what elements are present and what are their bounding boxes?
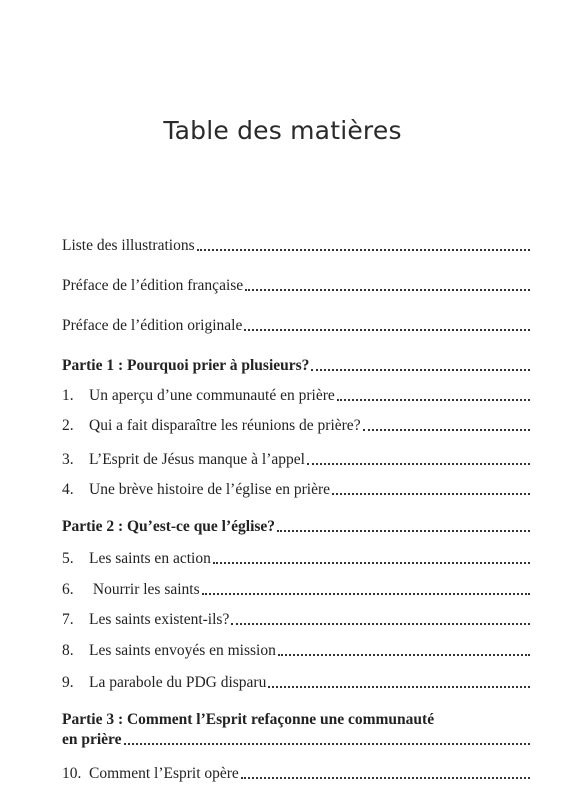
dot-leader [213,562,530,564]
toc-chapter-1[interactable] [62,386,530,406]
chapter-number: 2. [62,417,74,434]
toc-part-3[interactable] [62,710,530,750]
chapter-number: 7. [62,611,74,628]
chapter-number: 3. [62,451,74,468]
dot-leader [307,463,530,465]
chapter-number: 8. [62,642,74,659]
dot-leader [337,399,530,401]
dot-leader [231,623,530,625]
dot-leader [278,654,530,656]
toc-entry-text: Les saints envoyés en mission [89,642,276,659]
dot-leader [197,249,530,251]
chapter-number: 6. [62,581,74,598]
toc-entry-text: en prière [62,731,122,748]
toc-entry-text: Préface de l’édition française [62,277,244,294]
toc-chapter-5[interactable] [62,549,530,569]
dot-leader [241,777,530,779]
toc-entry-text: Comment l’Esprit opère [89,765,239,782]
toc-entry-text: Une brève histoire de l’église en prière [89,481,331,498]
dot-leader [202,593,530,595]
toc-entry-text: La parabole du PDG disparu [89,674,267,691]
dot-leader [363,429,530,431]
toc-entry-text: L’Esprit de Jésus manque à l’appel [89,451,305,468]
toc-chapter-6[interactable] [62,580,530,600]
toc-entry-text: Préface de l’édition originale [62,317,243,334]
chapter-number: 5. [62,550,74,567]
toc-chapter-8[interactable] [62,641,530,661]
toc-entry-preface-orig[interactable] [62,316,530,336]
toc-chapter-3[interactable] [62,450,530,470]
chapter-number: 10. [62,765,82,782]
dot-leader [244,329,530,331]
toc-entry-line2 [62,730,530,750]
dot-leader [245,289,530,291]
chapter-number: 1. [62,387,74,404]
toc-chapter-9[interactable] [62,673,530,693]
toc-entry-text: Qui a fait disparaître les réunions de prière? [89,417,361,434]
toc-chapter-10[interactable] [62,764,530,784]
dot-leader [311,369,530,371]
toc-entry-text: Liste des illustrations [62,237,195,254]
toc-entry-preface-fr[interactable] [62,276,530,296]
toc-chapter-7[interactable] [62,610,530,630]
toc-entry-text: Un aperçu d’une communauté en prière [89,387,335,404]
dot-leader [124,743,530,745]
toc-entry-text: Partie 2 : Qu’est-ce que l’église? [62,518,276,535]
dot-leader [332,493,530,495]
page-title: Table des matières [163,116,402,145]
toc-part-2[interactable] [62,517,530,537]
toc-entry-illustrations[interactable] [62,236,530,256]
dot-leader [268,686,530,688]
toc-entry-text: Les saints en action [89,550,211,567]
toc-chapter-2[interactable] [62,416,530,436]
dot-leader [277,530,530,532]
chapter-number: 9. [62,674,74,691]
chapter-number: 4. [62,481,74,498]
toc-chapter-4[interactable] [62,480,530,500]
toc-entry-text: Nourrir les saints [89,581,200,598]
toc-entry-text: Partie 3 : Comment l’Esprit refaçonne une communauté [62,711,435,728]
toc-entry-text: Les saints existent-ils? [89,611,230,628]
toc-part-1[interactable] [62,356,530,376]
toc-entry-text: Partie 1 : Pourquoi prier à plusieurs? [62,357,310,374]
